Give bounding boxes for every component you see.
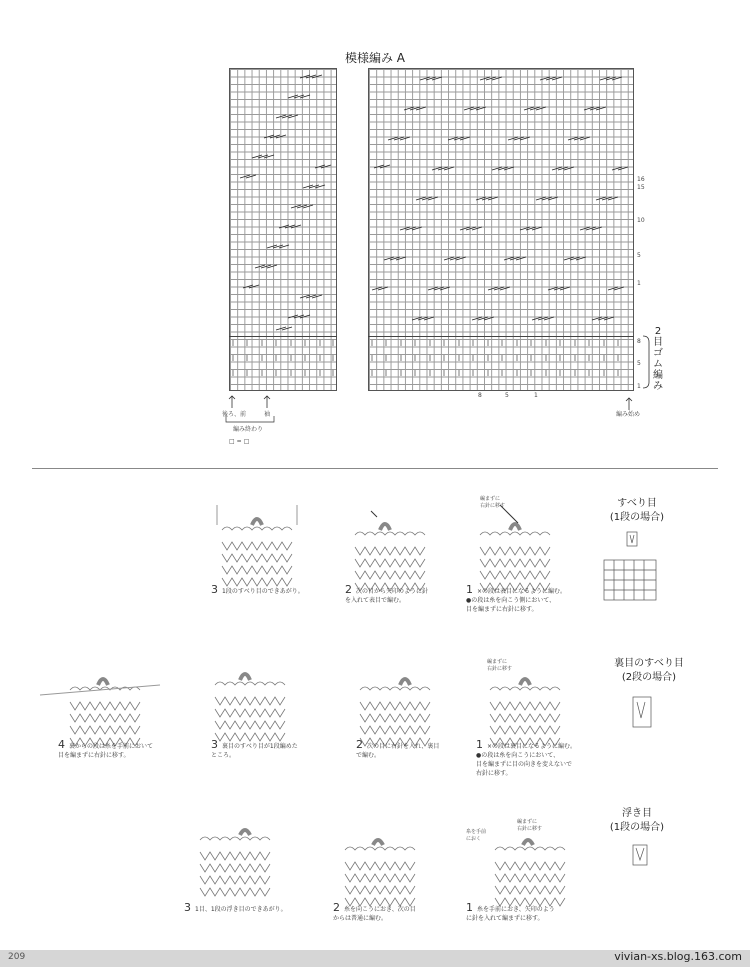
callout: 編まずに 右針に移す xyxy=(480,496,506,509)
purl-slip-illustration-1 xyxy=(490,679,560,746)
step-caption: 3 1目、1段の浮き目のできあがり。 xyxy=(184,901,287,914)
row-number-5: 5 xyxy=(637,252,641,259)
callout: 糸を手前 におく xyxy=(466,829,487,842)
callout: 編まずに 右針に移す xyxy=(487,659,513,672)
rib-label: 2目ゴム編み xyxy=(653,326,663,392)
callout: 編まずに 右針に移す xyxy=(517,819,543,832)
row-number-10: 10 xyxy=(637,217,645,224)
col-number-1: 1 xyxy=(534,392,538,399)
col-number-8: 8 xyxy=(478,392,482,399)
purl-slip-illustration-3 xyxy=(215,674,285,741)
step-caption: 2 糸を向こうにおき、次の目 からは普通に編む。 xyxy=(333,901,416,922)
label-start: 編み始め xyxy=(616,411,641,418)
rib-row-number-8: 8 xyxy=(637,338,641,345)
step-caption: 1 ×の段は裏目になるように編む。 ●の段は糸を向こうにおいて、 目を編まずに目の向きを変えないで 右針に移す。 xyxy=(476,738,577,777)
step-caption: 3 1段のすべり目のできあがり。 xyxy=(211,583,304,596)
step-caption: 1 ×の段は表目になるように編む。 ●の段は糸を向こう側において、 目を編まずに右針に移す。 xyxy=(466,583,567,613)
step-caption: 4 裏からの段は糸を手前において 目を編まずに右針に移す。 xyxy=(58,738,154,759)
stitch-name-purl-slip: 裏目のすべり目 (2段の場合) xyxy=(614,658,684,683)
legend: □=□ xyxy=(229,438,252,445)
step-caption: 1 糸を手前におき、矢印のよう に針を入れて編まずに移す。 xyxy=(466,901,555,922)
purl-slip-illustration-2 xyxy=(360,679,430,746)
chart-title: 模様編み A xyxy=(344,51,406,65)
page-number: 209 xyxy=(8,952,26,962)
slip-stitch-symbol xyxy=(604,532,656,600)
slip-stitch-illustration-2 xyxy=(355,511,425,591)
float-stitch-illustration-3 xyxy=(200,830,270,896)
label-sleeve: 袖 xyxy=(264,411,271,418)
row-number-1: 1 xyxy=(637,280,641,287)
purl-slip-illustration-4 xyxy=(40,679,160,746)
float-stitch-illustration-2 xyxy=(345,840,415,906)
float-stitch-illustration-1 xyxy=(495,840,565,906)
step-caption: 3 裏目のすべり目が1段編めた ところ。 xyxy=(211,738,298,759)
label-end: 編み終わり xyxy=(233,426,264,433)
rib-row-number-5: 5 xyxy=(637,360,641,367)
rib-row-number-1: 1 xyxy=(637,383,641,390)
stitch-name-float: 浮き目 (1段の場合) xyxy=(609,808,665,833)
purl-slip-symbol xyxy=(633,697,651,727)
col-number-5: 5 xyxy=(505,392,509,399)
site-watermark: vivian-xs.blog.163.com xyxy=(614,950,742,963)
label-back-front: 後ろ、前 xyxy=(222,411,247,418)
stitch-name-slip: すべり目 (1段の場合) xyxy=(609,498,665,523)
row-number-16: 16 xyxy=(637,176,645,183)
slip-stitch-illustration-3 xyxy=(217,505,297,586)
step-caption: 2 次の目から矢印のように針 を入れて表目で編む。 xyxy=(345,583,429,604)
float-stitch-symbol xyxy=(633,845,647,865)
step-caption: 2 次の目に右針を入れ、裏目 で編む。 xyxy=(356,738,440,759)
row-number-15: 15 xyxy=(637,184,645,191)
slip-stitch-illustration-1 xyxy=(480,505,550,591)
